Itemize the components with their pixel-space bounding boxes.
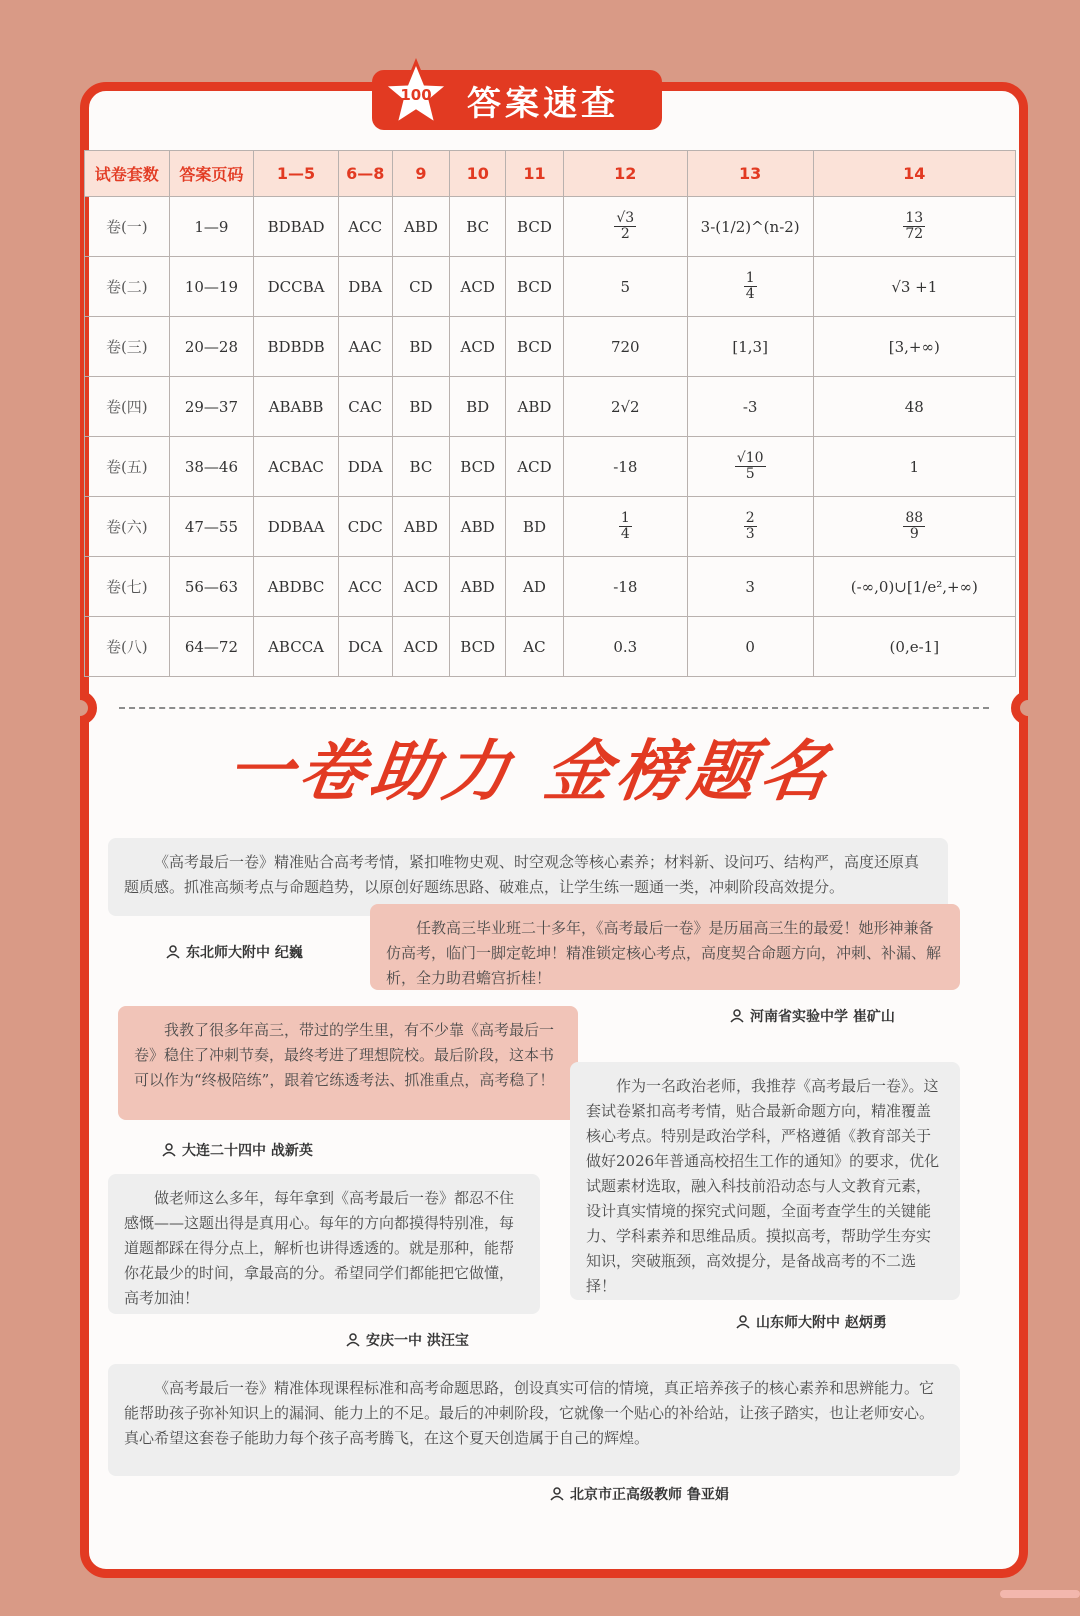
person-icon — [162, 1143, 176, 1157]
paper-name-cell: 卷(五) — [85, 437, 170, 497]
col-header: 11 — [506, 151, 564, 197]
answer-cell: BD — [392, 317, 450, 377]
paper-name-cell: 卷(一) — [85, 197, 170, 257]
page-title: 答案速查 — [467, 83, 619, 124]
answer-cell: $\frac{2}{3}$ — [687, 497, 813, 557]
answer-cell: CAC — [338, 377, 392, 437]
answer-cell: (-∞,0)∪[1/e²,+∞) — [813, 557, 1015, 617]
answer-cell: 720 — [563, 317, 687, 377]
paper-name-cell: 卷(四) — [85, 377, 170, 437]
answer-cell: 64—72 — [169, 617, 254, 677]
answer-cell: (0,e-1] — [813, 617, 1015, 677]
answer-cell: ACD — [392, 617, 450, 677]
table-row — [85, 617, 1016, 677]
answer-cell: DBA — [338, 257, 392, 317]
answer-cell: 3-(1/2)^(n-2) — [687, 197, 813, 257]
answer-cell: 1 — [813, 437, 1015, 497]
decor-strip — [1000, 1590, 1080, 1598]
right-notch — [1011, 691, 1045, 725]
answer-cell: BCD — [506, 257, 564, 317]
table-row — [85, 317, 1016, 377]
testimonial-text: 《高考最后一卷》精准体现课程标准和高考命题思路，创设真实可信的情境，真正培养孩子的核心素养和思辨能力。它能帮助孩子弥补知识上的漏洞、能力上的不足。最后的冲刺阶段，它就像一个贴心的补给站，让孩子踏实，也让老师安心。真心希望这套卷子能助力每个孩子高考腾飞，在这个夏天创造属于自己的辉煌。 — [124, 1379, 935, 1447]
paper-name-cell: 卷(六) — [85, 497, 170, 557]
answer-cell: 38—46 — [169, 437, 254, 497]
answer-cell: $\frac{88}{9}$ — [813, 497, 1015, 557]
col-header: 6—8 — [338, 151, 392, 197]
table-row — [85, 197, 1016, 257]
person-icon — [346, 1333, 360, 1347]
testimonial-bubble — [108, 1364, 960, 1476]
signature-text: 安庆一中 洪汪宝 — [366, 1333, 469, 1349]
testimonial-signature — [346, 1330, 469, 1350]
table-row — [85, 497, 1016, 557]
answer-cell: BD — [450, 377, 506, 437]
answer-cell: $\frac{13}{72}$ — [813, 197, 1015, 257]
paper-name-cell: 卷(七) — [85, 557, 170, 617]
answer-cell: AC — [506, 617, 564, 677]
answer-cell: 10—19 — [169, 257, 254, 317]
testimonial-text: 我教了很多年高三，带过的学生里，有不少靠《高考最后一卷》稳住了冲刺节奏，最终考进了理想院校。最后阶段，这本书可以作为“终极陪练”，跟着它练透考法、抓准重点，高考稳了！ — [134, 1021, 555, 1089]
answer-cell: ACD — [450, 317, 506, 377]
table-header-row — [85, 151, 1016, 197]
answer-cell: √3 +1 — [813, 257, 1015, 317]
answer-cell: 2√2 — [563, 377, 687, 437]
answer-cell: BC — [450, 197, 506, 257]
person-icon — [550, 1487, 564, 1501]
star-mascot-icon — [380, 58, 452, 130]
answer-cell: ACC — [338, 197, 392, 257]
answer-cell: 0.3 — [563, 617, 687, 677]
answer-cell: -18 — [563, 437, 687, 497]
table-row — [85, 557, 1016, 617]
col-header: 14 — [813, 151, 1015, 197]
answer-cell: $\frac{1}{4}$ — [563, 497, 687, 557]
answer-cell: 29—37 — [169, 377, 254, 437]
answer-cell: DDA — [338, 437, 392, 497]
tear-line — [119, 707, 989, 709]
answer-cell: ACC — [338, 557, 392, 617]
testimonial-bubble — [108, 1174, 540, 1314]
answer-cell: ACD — [450, 257, 506, 317]
answer-cell: ACD — [392, 557, 450, 617]
table-row — [85, 257, 1016, 317]
signature-text: 山东师大附中 赵炳勇 — [756, 1315, 887, 1331]
answer-cell: CD — [392, 257, 450, 317]
person-icon — [166, 945, 180, 959]
answer-cell: DDBAA — [254, 497, 339, 557]
answer-cell: [3,+∞) — [813, 317, 1015, 377]
testimonial-text: 《高考最后一卷》精准贴合高考考情，紧扣唯物史观、时空观念等核心素养；材料新、设问巧、结构严，高度还原真题质感。抓准高频考点与命题趋势，以原创好题练思路、破难点，让学生练一题通一类，冲刺阶段高效提分。 — [124, 853, 920, 896]
answer-cell: $\frac{1}{4}$ — [687, 257, 813, 317]
testimonial-signature — [162, 1140, 313, 1160]
answer-cell: BCD — [506, 197, 564, 257]
answer-cell: ABD — [450, 557, 506, 617]
answer-cell: 48 — [813, 377, 1015, 437]
slogan — [221, 718, 840, 813]
testimonial-bubble — [570, 1062, 960, 1300]
col-header: 答案页码 — [169, 151, 254, 197]
answer-cell: 1—9 — [169, 197, 254, 257]
answer-cell: -3 — [687, 377, 813, 437]
answer-cell: DCCBA — [254, 257, 339, 317]
answer-cell: 47—55 — [169, 497, 254, 557]
slogan-part-1: 一卷助力 — [221, 733, 521, 810]
answer-cell: BDBAD — [254, 197, 339, 257]
answer-cell: ABD — [392, 497, 450, 557]
answer-cell: 56—63 — [169, 557, 254, 617]
signature-text: 大连二十四中 战新英 — [182, 1143, 313, 1159]
testimonial-bubble — [118, 1006, 578, 1120]
answer-cell: BC — [392, 437, 450, 497]
person-icon — [736, 1315, 750, 1329]
answer-cell: AD — [506, 557, 564, 617]
answer-cell: $\frac{√10}{5}$ — [687, 437, 813, 497]
logo-text: 100 — [400, 86, 432, 104]
signature-text: 北京市正高级教师 鲁亚娟 — [570, 1487, 729, 1503]
person-icon — [730, 1009, 744, 1023]
signature-text: 东北师大附中 纪巍 — [186, 945, 303, 961]
paper-name-cell: 卷(二) — [85, 257, 170, 317]
answer-cell: CDC — [338, 497, 392, 557]
answer-cell: ABDBC — [254, 557, 339, 617]
answer-cell: -18 — [563, 557, 687, 617]
answer-cell: 0 — [687, 617, 813, 677]
col-header: 13 — [687, 151, 813, 197]
answer-cell: 5 — [563, 257, 687, 317]
answer-cell: $\frac{√3}{2}$ — [563, 197, 687, 257]
answer-cell: ACBAC — [254, 437, 339, 497]
testimonial-text: 任教高三毕业班二十多年，《高考最后一卷》是历届高三生的最爱！她形神兼备仿高考，临门一脚定乾坤！精准锁定核心考点，高度契合命题方向，冲刺、补漏、解析，全力助君蟾宫折桂！ — [386, 919, 942, 987]
testimonial-text: 做老师这么多年，每年拿到《高考最后一卷》都忍不住感慨——这题出得是真用心。每年的方向都摸得特别准，每道题都踩在得分点上，解析也讲得透透的。就是那种，能帮你花最少的时间，拿最高的分。希望同学们都能把它做懂，高考加油！ — [124, 1189, 515, 1307]
table-row — [85, 437, 1016, 497]
col-header: 试卷套数 — [85, 151, 170, 197]
answer-cell: [1,3] — [687, 317, 813, 377]
answer-cell: 3 — [687, 557, 813, 617]
answer-cell: ACD — [506, 437, 564, 497]
answer-cell: BD — [506, 497, 564, 557]
answer-cell: ABD — [450, 497, 506, 557]
answer-cell: BD — [392, 377, 450, 437]
answer-cell: ABD — [392, 197, 450, 257]
paper-name-cell: 卷(八) — [85, 617, 170, 677]
answer-cell: BCD — [450, 437, 506, 497]
testimonial-signature — [730, 1006, 895, 1026]
answer-cell: BCD — [450, 617, 506, 677]
answer-cell: ABD — [506, 377, 564, 437]
col-header: 9 — [392, 151, 450, 197]
testimonial-text: 作为一名政治老师，我推荐《高考最后一卷》。这套试卷紧扣高考考情，贴合最新命题方向，精准覆盖核心考点。特别是政治学科，严格遵循《教育部关于做好2026年普通高校招生工作的通知》的要求，优化试题素材选取，融入科技前沿动态与人文教育元素，设计真实情境的探究式问题，全面考查学生的关键能力、学科素养和思维品质。摸拟高考，帮助学生夯实知识，突破瓶颈，高效提分，是备战高考的不二选择！ — [586, 1077, 940, 1295]
testimonial-signature — [166, 942, 303, 962]
signature-text: 河南省实验中学 崔矿山 — [750, 1009, 895, 1025]
left-notch — [63, 691, 97, 725]
testimonial-bubble — [370, 904, 960, 990]
col-header: 12 — [563, 151, 687, 197]
answer-cell: DCA — [338, 617, 392, 677]
answer-table — [84, 150, 1016, 677]
slogan-part-2: 金榜题名 — [539, 733, 839, 810]
paper-name-cell: 卷(三) — [85, 317, 170, 377]
testimonial-signature — [736, 1312, 887, 1332]
answer-cell: BDBDB — [254, 317, 339, 377]
answer-cell: ABCCA — [254, 617, 339, 677]
col-header: 10 — [450, 151, 506, 197]
answer-cell: ABABB — [254, 377, 339, 437]
table-row — [85, 377, 1016, 437]
answer-cell: AAC — [338, 317, 392, 377]
testimonial-signature — [550, 1484, 729, 1504]
answer-cell: BCD — [506, 317, 564, 377]
col-header: 1—5 — [254, 151, 339, 197]
answer-cell: 20—28 — [169, 317, 254, 377]
